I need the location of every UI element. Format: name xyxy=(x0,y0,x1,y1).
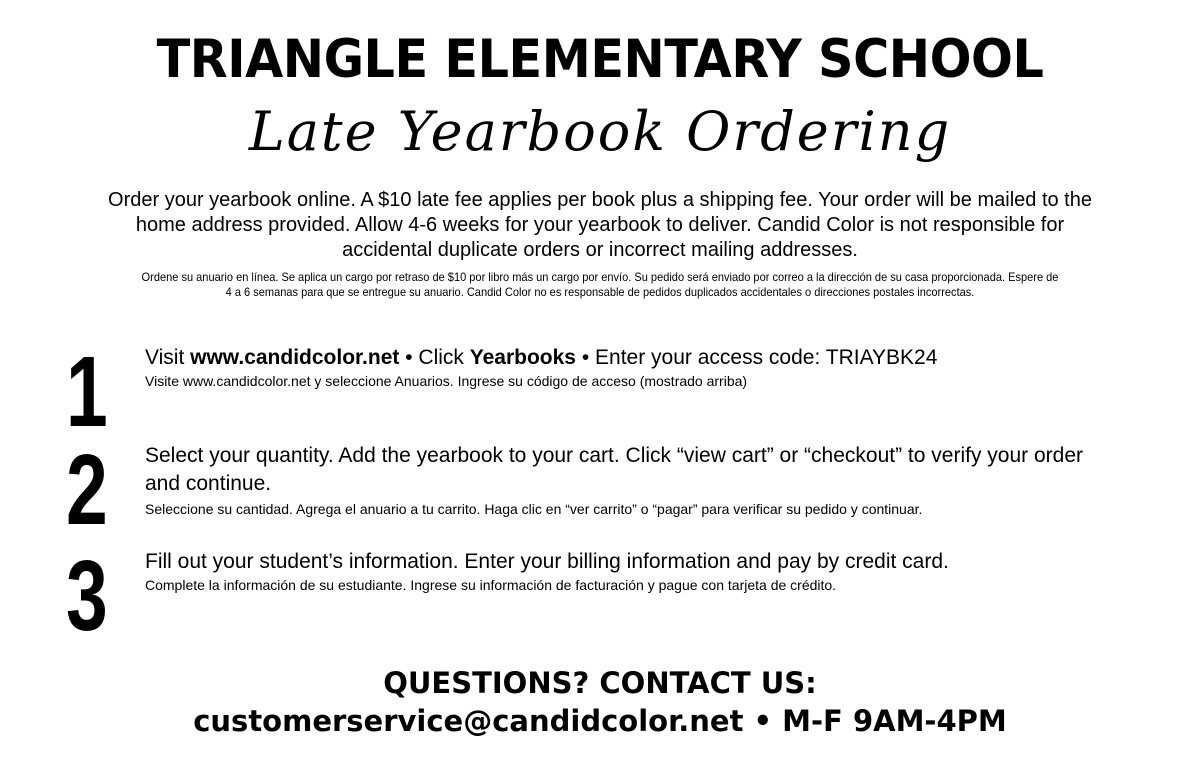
contact-info[interactable]: customerservice@candidcolor.net • M-F 9AM-4PM xyxy=(193,704,1007,738)
step-text xyxy=(145,548,1145,594)
intro-english: Order your yearbook online. A $10 late fee applies per book plus a shipping fee. Your order will be mailed to the home address provided. Allow 4-6 weeks for your yearbook to deliver. Candid Color is not responsible for accidental duplicate orders or incorrect mailing addresses. xyxy=(108,189,1092,261)
intro-spanish: Ordene su anuario en línea. Se aplica un cargo por retraso de $10 por libro más un cargo por envío. Su pedido será enviado por correo a la dirección de su casa proporcionada. Espere de 4 a 6 semanas para que se entregue su anuario. Candid Color no es responsable de pedidos duplicados accidentales o direcciones postales incorrectas. xyxy=(141,270,1059,299)
step-instruction-spanish: Visite www.candidcolor.net y seleccione Anuarios. Ingrese su código de acceso (mostrado arriba) xyxy=(145,373,748,389)
contact-section xyxy=(0,665,1200,741)
access-code-text: • Enter your access code: TRIAYBK24 xyxy=(576,346,938,369)
page-title: TRIANGLE ELEMENTARY SCHOOL xyxy=(156,29,1044,90)
step-instruction-spanish: Seleccione su cantidad. Agrega el anuario a tu carrito. Haga clic en “ver carrito” o “pagar” para verificar su pedido y continuar. xyxy=(145,501,923,517)
step-text xyxy=(145,344,1145,390)
step-instruction: Select your quantity. Add the yearbook to your cart. Click “view cart” or “checkout” to verify your order and continue. xyxy=(145,444,1083,495)
page-subtitle: Late Yearbook Ordering xyxy=(248,100,952,163)
step-instruction: Fill out your student’s information. Enter your billing information and pay by credit card. xyxy=(145,550,949,573)
step-instruction xyxy=(145,344,1145,372)
step-number: 1 xyxy=(66,336,108,448)
step-text xyxy=(145,442,1095,518)
yearbooks-label: Yearbooks xyxy=(469,346,576,369)
step-instruction-spanish: Complete la información de su estudiante. Ingrese su información de facturación y pague con tarjeta de crédito. xyxy=(145,577,837,593)
website-link[interactable]: www.candidcolor.net xyxy=(190,346,400,369)
step-click-text: • Click xyxy=(399,346,470,369)
step-number: 3 xyxy=(66,540,108,652)
contact-heading: QUESTIONS? CONTACT US: xyxy=(383,666,817,700)
step-number: 2 xyxy=(66,434,108,546)
step-visit-text: Visit xyxy=(145,346,191,369)
